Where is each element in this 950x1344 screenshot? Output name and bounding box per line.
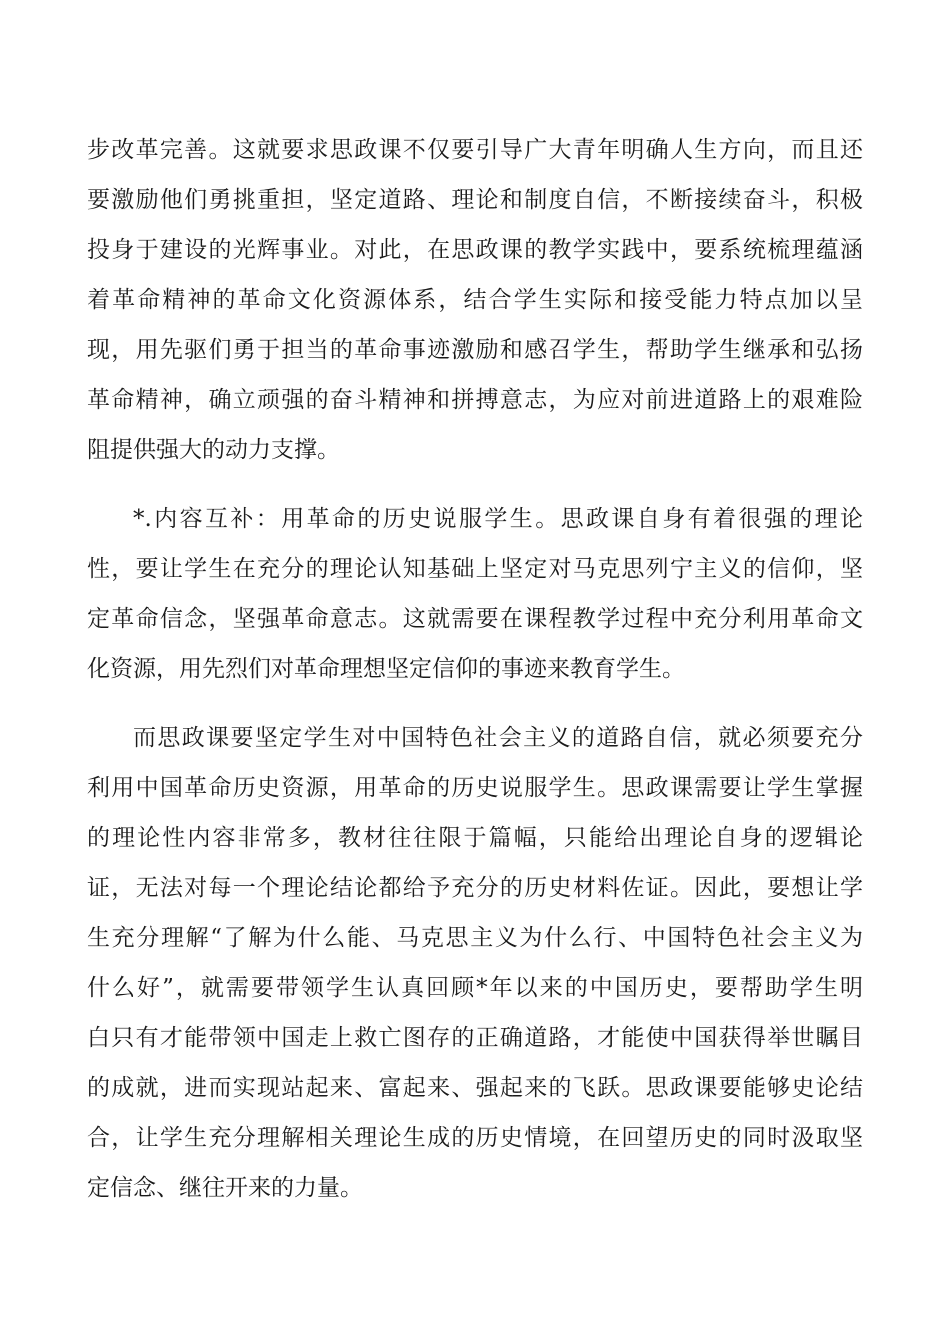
text-line: 革命精神，确立顽强的奋斗精神和拼搏意志，为应对前进道路上的艰难险 xyxy=(87,387,863,413)
text-line: 白只有才能带领中国走上救亡图存的正确道路，才能使中国获得举世瞩目 xyxy=(87,1025,863,1051)
text-line: 的成就，进而实现站起来、富起来、强起来的飞跃。思政课要能够史论结 xyxy=(87,1075,863,1101)
text-line: 步改革完善。这就要求思政课不仅要引导广大青年明确人生方向，而且还 xyxy=(87,137,863,163)
text-line: 而思政课要坚定学生对中国特色社会主义的道路自信，就必须要充分 xyxy=(133,725,863,751)
text-line: 要激励他们勇挑重担，坚定道路、理论和制度自信，不断接续奋斗，积极 xyxy=(87,187,863,213)
text-line: 证，无法对每一个理论结论都给予充分的历史材料佐证。因此，要想让学 xyxy=(87,875,863,901)
text-line: 生充分理解“了解为什么能、马克思主义为什么行、中国特色社会主义为 xyxy=(87,925,863,951)
text-line: 性，要让学生在充分的理论认知基础上坚定对马克思列宁主义的信仰，坚 xyxy=(87,556,863,582)
text-line: 阻提供强大的动力支撑。 xyxy=(87,437,340,463)
paragraph-3 xyxy=(87,713,863,1213)
document-body xyxy=(87,125,863,1213)
text-line: 定信念、继往开来的力量。 xyxy=(87,1175,363,1201)
text-line: 化资源，用先烈们对革命理想坚定信仰的事迹来教育学生。 xyxy=(87,656,685,682)
text-line: 定革命信念，坚强革命意志。这就需要在课程教学过程中充分利用革命文 xyxy=(87,606,863,632)
text-line: *.内容互补：用革命的历史说服学生。思政课自身有着很强的理论 xyxy=(133,506,863,532)
text-line: 着革命精神的革命文化资源体系，结合学生实际和接受能力特点加以呈 xyxy=(87,287,863,313)
text-line: 什么好”，就需要带领学生认真回顾*年以来的中国历史，要帮助学生明 xyxy=(87,975,863,1001)
text-line: 利用中国革命历史资源，用革命的历史说服学生。思政课需要让学生掌握 xyxy=(87,775,863,801)
text-line: 合，让学生充分理解相关理论生成的历史情境，在回望历史的同时汲取坚 xyxy=(87,1125,863,1151)
text-line: 现，用先驱们勇于担当的革命事迹激励和感召学生，帮助学生继承和弘扬 xyxy=(87,337,863,363)
text-line: 投身于建设的光辉事业。对此，在思政课的教学实践中，要系统梳理蕴涵 xyxy=(87,237,863,263)
paragraph-2 xyxy=(87,494,863,694)
text-line: 的理论性内容非常多，教材往往限于篇幅，只能给出理论自身的逻辑论 xyxy=(87,825,863,851)
paragraph-1 xyxy=(87,125,863,475)
